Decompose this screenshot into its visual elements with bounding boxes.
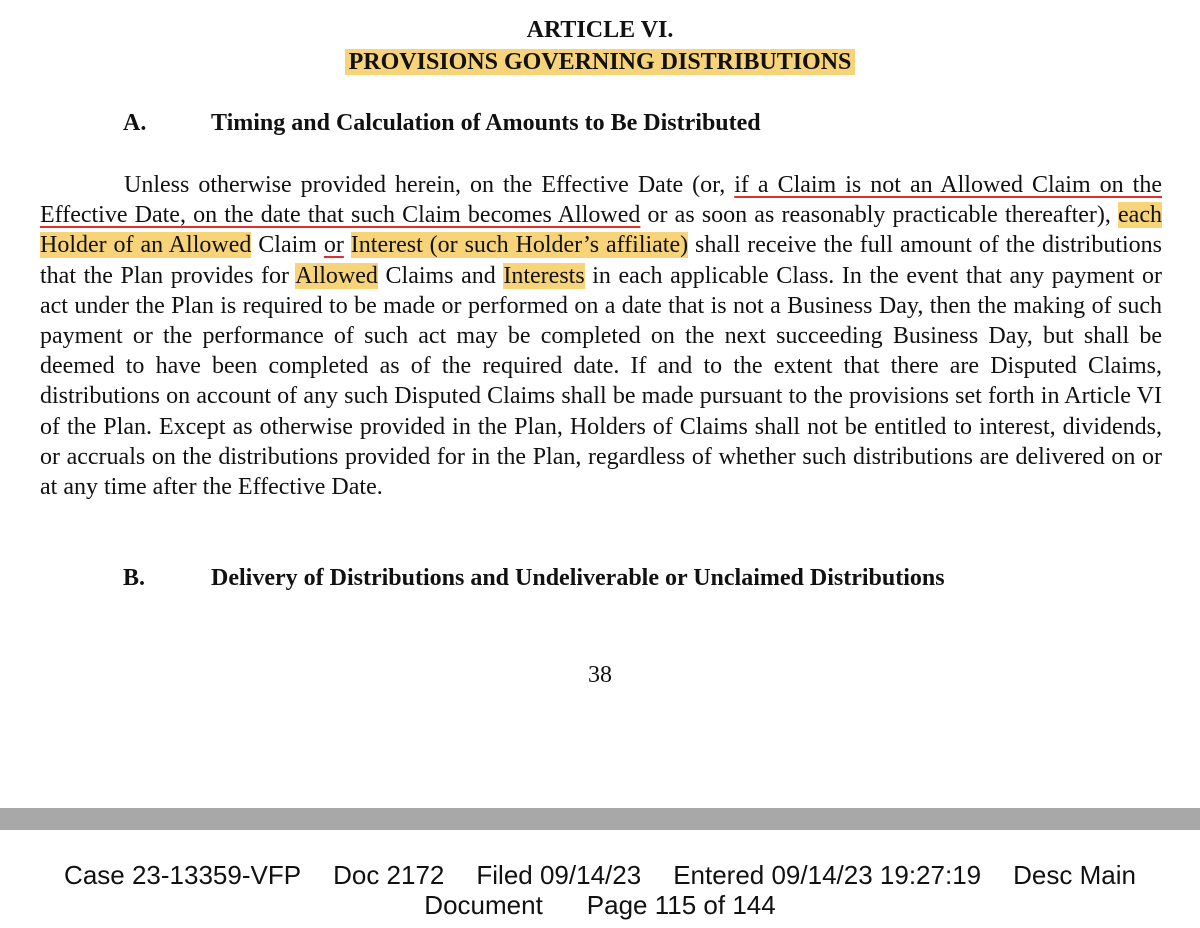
highlighted-phrase: each Holder of an Allowed <box>40 202 1162 259</box>
text-run: or as soon as reasonably practicable thereafter), <box>640 202 1119 229</box>
filing-page-line <box>0 890 1200 920</box>
doc-number: Doc 2172 <box>333 860 445 890</box>
article-number: ARTICLE VI. <box>526 17 674 43</box>
document-label: Document <box>424 890 543 920</box>
section-b-heading <box>123 563 945 593</box>
section-a-title: Timing and Calculation of Amounts to Be Distributed <box>211 110 761 136</box>
text-run: Claim <box>251 232 324 259</box>
text-run <box>344 232 351 258</box>
underlined-word: or <box>323 232 344 259</box>
description: Desc Main <box>1013 860 1136 890</box>
case-number: Case 23-13359-VFP <box>64 860 302 890</box>
section-b-letter: B. <box>123 565 146 591</box>
text-run: Claims and <box>377 262 504 289</box>
highlighted-word: Allowed <box>295 262 378 289</box>
article-heading <box>0 46 1200 78</box>
underlined-phrase: if a Claim is not an Allowed Claim on the Effective Date, on the date that such Claim becomes Allowed <box>40 172 1162 229</box>
text-run: shall receive the full amount of the distributions that the Plan provides for <box>40 232 1163 289</box>
section-a-letter: A. <box>123 110 147 136</box>
page-separator <box>0 808 1200 830</box>
page-number: 38 <box>588 662 612 688</box>
filing-info-line <box>0 860 1200 890</box>
section-a-paragraph <box>40 170 1162 502</box>
text-run: in each applicable Class. In the event that any payment or act under the Plan is required to be made or performed on a date that is not a Business Day, then the making of such payment or the performance of such act may be completed on the next succeeding Business Day, but shall be deemed to have been completed as of the required date. If and to the extent that there are Disputed Claims, distributions on account of any such Disputed Claims shall be made pursuant to the provisions set forth in Article VI of the Plan. Except as otherwise provided in the Plan, Holders of Claims shall not be entitled to interest, dividends, or accruals on the distributions provided for in the Plan, regardless of whether such distributions are delivered on or at any time after the Effective Date. <box>40 262 1162 501</box>
highlighted-phrase: Interest (or such Holder’s affiliate) <box>350 232 689 259</box>
section-b-title: Delivery of Distributions and Undeliverable or Unclaimed Distributions <box>211 565 945 591</box>
highlighted-word: Interests <box>503 262 585 289</box>
page-count: Page 115 of 144 <box>586 890 776 920</box>
court-filing-header <box>0 830 1200 928</box>
filed-date: Filed 09/14/23 <box>476 860 642 890</box>
text-run: Unless otherwise provided herein, on the Effective Date (or, <box>124 172 735 198</box>
entered-date: Entered 09/14/23 19:27:19 <box>673 860 982 890</box>
article-heading-highlight: PROVISIONS GOVERNING DISTRIBUTIONS <box>345 49 856 75</box>
section-a-heading <box>123 108 761 138</box>
